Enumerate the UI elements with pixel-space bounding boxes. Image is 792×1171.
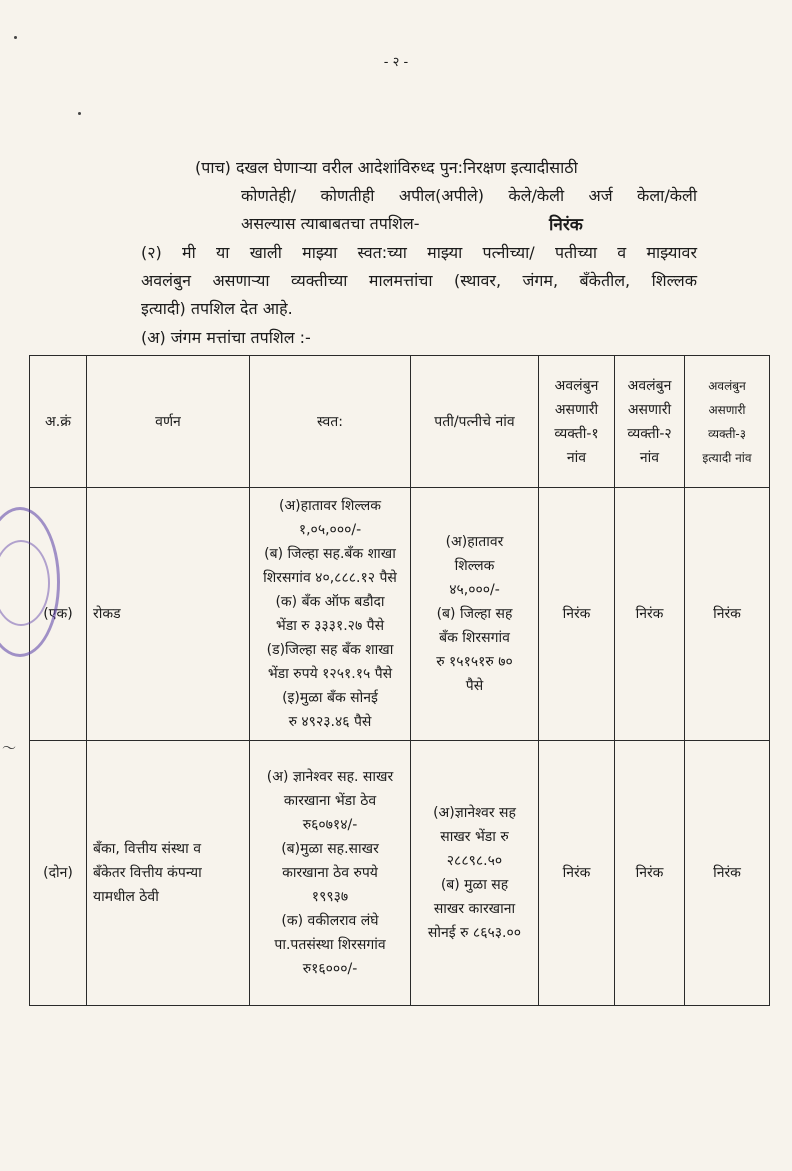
row2-spouse-line: २८८९८.५०: [446, 853, 503, 869]
table-row: [30, 488, 770, 741]
item-five-line1: (पाच) दखल घेणाऱ्या वरील आदेशांविरुध्द पुन:निरक्षण इत्यादीसाठी: [195, 158, 578, 177]
row2-self-line: रु६०७१४/-: [302, 817, 358, 833]
item-two-line1: (२) मी या खाली माझ्या स्वत:च्या माझ्या पत्नीच्या/ पतीच्या व माझ्यावर: [141, 243, 697, 262]
row2-dependent-2: निरंक: [615, 741, 685, 1006]
row1-spouse-line: बँक शिरसगांव: [439, 630, 510, 646]
row2-self-line: रु१६०००/-: [302, 961, 358, 977]
header-dependent-3: [685, 356, 770, 488]
item-five-line2: कोणतेही/ कोणतीही अपील(अपीले) केले/केली अर्ज केला/केली: [241, 186, 697, 205]
row1-self-line: १,०५,०००/-: [298, 522, 362, 538]
header-dep2-line: व्यक्ती-२: [627, 425, 672, 442]
item-five-line3: असल्यास त्याबाबतचा तपशिल-: [241, 214, 420, 233]
row1-spouse-line: शिल्लक: [454, 558, 495, 574]
paper-speck: [14, 36, 17, 39]
header-dep2-line: असणारी: [627, 401, 672, 418]
row1-spouse-line: रु १५१५१रु ७०: [436, 654, 513, 670]
header-dep2-line: नांव: [639, 449, 660, 466]
header-dependent-2: [615, 356, 685, 488]
row2-description-line: बँका, वित्तीय संस्था व: [93, 841, 201, 857]
row1-self-line: (ब) जिल्हा सह.बँक शाखा: [264, 546, 396, 562]
table-header-row: [30, 356, 770, 488]
row2-spouse-line: (ब) मुळा सह: [440, 877, 509, 893]
row1-description: रोकड: [87, 488, 250, 741]
header-dep3-line: असणारी: [708, 402, 746, 417]
row1-self-line: भेंडा रु ३३३१.२७ पैसे: [275, 618, 385, 634]
header-dep1-line: नांव: [566, 449, 587, 466]
row1-spouse-line: (ब) जिल्हा सह: [436, 606, 513, 622]
row2-serial: (दोन): [30, 741, 87, 1006]
row1-dependent-2: निरंक: [615, 488, 685, 741]
row1-spouse-line: ४५,०००/-: [449, 582, 500, 598]
header-dep1-line: अवलंबुन: [554, 377, 599, 394]
section-a-heading: (अ) जंगम मत्तांचा तपशिल :-: [141, 328, 311, 347]
header-dep3-line: इत्यादी नांव: [702, 450, 752, 465]
row1-self: [250, 488, 411, 741]
row2-dependent-3: निरंक: [685, 741, 770, 1006]
row1-spouse-line: (अ)हातावर: [445, 534, 504, 550]
row2-self-line: १९९३७: [311, 889, 349, 905]
movable-assets-table: [29, 355, 770, 1006]
row1-dependent-3: निरंक: [685, 488, 770, 741]
row2-description-line: यामधील ठेवी: [93, 889, 159, 905]
header-serial: अ.क्रं: [30, 356, 87, 488]
row1-serial: (एक): [30, 488, 87, 741]
item-two-line2: अवलंबुन असणाऱ्या व्यक्तीच्या मालमत्तांचा (स्थावर, जंगम, बँकेतील, शिल्लक: [141, 271, 697, 290]
row1-dependent-1: निरंक: [539, 488, 615, 741]
row1-self-line: भेंडा रुपये १२५१.१५ पैसे: [267, 666, 393, 682]
item-two-line3: इत्यादी) तपशिल देत आहे.: [141, 299, 293, 318]
row2-spouse: [411, 741, 539, 1006]
row1-self-line: रु ४९२३.४६ पैसे: [288, 714, 372, 730]
header-dep1-line: व्यक्ती-१: [554, 425, 599, 442]
row2-self-line: पा.पतसंस्था शिरसगांव: [274, 937, 386, 953]
row2-description-line: बँकेतर वित्तीय कंपन्या: [93, 865, 202, 881]
header-description: वर्णन: [87, 356, 250, 488]
header-dep2-line: अवलंबुन: [627, 377, 672, 394]
row1-self-line: (अ)हातावर शिल्लक: [279, 498, 381, 514]
header-spouse: पती/पत्नीचे नांव: [411, 356, 539, 488]
row2-description: [87, 741, 250, 1006]
header-dependent-1: [539, 356, 615, 488]
row2-spouse-line: (अ)ज्ञानेश्वर सह: [433, 805, 516, 821]
row2-self-line: (अ) ज्ञानेश्वर सह. साखर: [266, 769, 394, 785]
header-dep3-line: अवलंबुन: [708, 378, 746, 393]
row2-self: [250, 741, 411, 1006]
header-self: स्वत:: [250, 356, 411, 488]
row1-self-line: (क) बँक ऑफ बडौदा: [275, 594, 385, 610]
edge-pen-mark: 〜: [2, 741, 16, 757]
header-dep1-line: असणारी: [554, 401, 599, 418]
row2-spouse-line: सोनई रु ८६५३.००: [427, 925, 522, 941]
row1-self-line: (इ)मुळा बँक सोनई: [282, 690, 378, 706]
paper-speck: [78, 112, 81, 115]
page-number: - २ -: [383, 55, 409, 70]
row2-self-line: (क) वकीलराव लंघे: [281, 913, 379, 929]
header-dep3-line: व्यक्ती-३: [707, 426, 746, 441]
row1-self-line: (ड)जिल्हा सह बँक शाखा: [266, 642, 394, 658]
row1-self-line: शिरसगांव ४०,८८८.१२ पैसे: [263, 570, 397, 586]
row2-self-line: कारखाना भेंडा ठेव: [283, 793, 377, 809]
row2-spouse-line: साखर भेंडा रु: [440, 829, 509, 845]
row2-self-line: (ब)मुळा सह.साखर: [281, 841, 379, 857]
row1-spouse: [411, 488, 539, 741]
table-row: [30, 741, 770, 1006]
row2-dependent-1: निरंक: [539, 741, 615, 1006]
item-five-value: निरंक: [549, 215, 583, 235]
row1-spouse-line: पैसे: [465, 678, 484, 694]
row2-spouse-line: साखर कारखाना: [433, 901, 516, 917]
row2-self-line: कारखाना ठेव रुपये: [282, 865, 378, 881]
